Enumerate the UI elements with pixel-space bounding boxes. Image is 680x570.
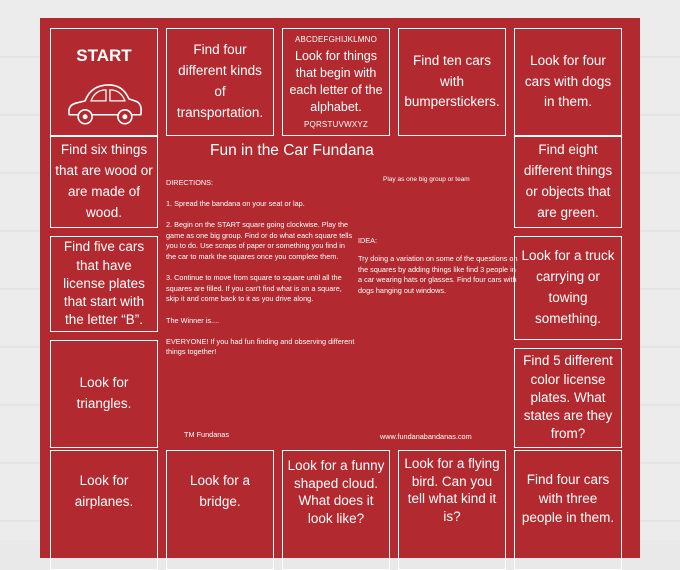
square-text: Look for a bridge.: [189, 473, 251, 509]
square-cloud: [282, 450, 390, 570]
square-bridge: [166, 450, 274, 570]
square-text: Find six things that are wood or are made of wood.: [55, 142, 153, 220]
square-text: Find ten cars with bumperstickers.: [404, 52, 500, 110]
square-text: Look for four cars with dogs in them.: [524, 52, 612, 110]
square-text: Look for airplanes.: [74, 473, 134, 509]
start-square: [50, 28, 158, 136]
game-board: [40, 18, 640, 558]
square-text: Find four cars with three people in them.: [521, 472, 615, 525]
square-text: Look for things that begin with each letter of the alphabet.: [289, 49, 383, 114]
board-title: Fun in the Car Fundana: [210, 142, 374, 159]
alphabet-bottom: PQRSTUVWXYZ: [304, 119, 368, 129]
idea-text: Try doing a variation on some of the questions on the squares by adding things like find 3 people in a car wearing hats or glasses. Find four cars with dogs hanging out windows.: [358, 254, 518, 295]
square-airplanes: [50, 450, 158, 570]
square-text: Find eight different things or objects that are green.: [523, 142, 613, 220]
square-text: Look for a funny shaped cloud. What does it look like?: [287, 458, 385, 526]
tagline: Play as one big group or team: [383, 176, 470, 183]
car-icon: [61, 75, 147, 131]
square-bumperstickers: [398, 28, 506, 136]
square-triangles: [50, 340, 158, 448]
square-dogs: [514, 28, 622, 136]
website-link: www.fundanabandanas.com: [380, 432, 472, 441]
idea-heading: IDEA:: [358, 236, 378, 245]
square-truck: [514, 236, 622, 340]
square-three-people: [514, 450, 622, 570]
square-text: Find five cars that have license plates that start with the letter “B”.: [63, 239, 145, 328]
square-wood: [50, 136, 158, 228]
trademark: TM Fundanas: [184, 430, 230, 439]
square-text: Find 5 different color license plates. What states are they from?: [523, 353, 613, 442]
square-alphabet: [282, 28, 390, 136]
square-license-b: [50, 236, 158, 332]
square-license-colors: [514, 348, 622, 448]
square-transportation: [166, 28, 274, 136]
square-bird: [398, 450, 506, 570]
alphabet-top: ABCDEFGHIJKLMNO: [294, 34, 378, 44]
square-text: Look for a flying bird. Can you tell what kind it is?: [404, 456, 500, 524]
square-text: Look for triangles.: [76, 375, 132, 411]
center-panel: [158, 136, 518, 448]
square-text: Find four different kinds of transportation.: [176, 42, 264, 120]
start-label: START: [76, 46, 132, 65]
directions-text: DIRECTIONS: 1. Spread the bandana on your seat or lap. 2. Begin on the START square going clockwise. Play the game as one big group. Find or do what each square tells you to do. Use scraps of paper or something you find in the car to mark the squares once you complete them. 3. Continue to move from square to square until all the squares are filled. If you can't find what is on a square, skip it and come back to it as you drive along. The Winner is.... EVERYONE! If you had fun finding and observing different things together!: [166, 178, 355, 357]
square-green: [514, 136, 622, 228]
square-text: Look for a truck carrying or towing something.: [521, 248, 615, 326]
